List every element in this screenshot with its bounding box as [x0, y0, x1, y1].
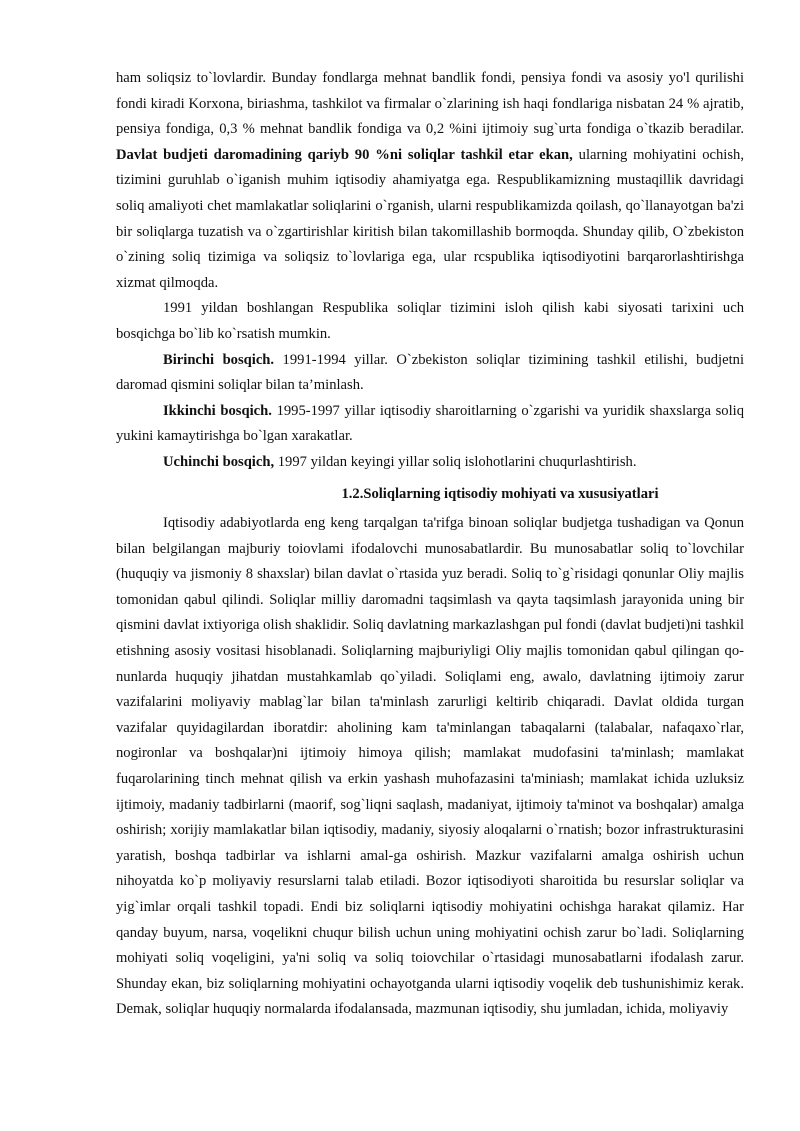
paragraph-reform-stages: 1991 yildan boshlangan Respublika soliqlar tizimini isloh qilish kabi siyosati tarixini uch bosqichga bo`lib ko`rsatish mumkin. — [116, 300, 744, 342]
stage-1-text: 1991-1994 yillar. O`zbekiston soliqlar tizimining tashkil etilishi, budjetni daromad qismini soliqlar bilan ta’minlash. — [116, 351, 744, 394]
paragraph-funds — [116, 66, 744, 296]
stage-3-text: 1997 yildan keyingi yillar soliq islohotlarini chuqurlashtirish. — [274, 453, 637, 470]
paragraph-stage-3 — [116, 450, 744, 476]
paragraph-funds-bold: Davlat budjeti daromadining qariyb 90 %ni soliqlar tashkil etar ekan, — [116, 146, 573, 163]
section-heading: 1.2.Soliqlarning iqtisodiy mohiyati va xususiyatlari — [341, 485, 659, 502]
paragraph-funds-start: ham soliqsiz to`lovlardir. Bunday fondlarga mehnat bandlik fondi, pensiya fondi va asosiy yo'l qurilishi fondi kiradi Korxona, biriashma, tashkilot va firmalar o`zlarining ish haqi fondlariga nisbatan 24 % ajratib, pensiya fondiga, 0,3 % mehnat bandlik fondiga va 0,2 %ini ijtimoiy sug`urta fondiga o`tkazib beradilar. — [116, 70, 744, 138]
paragraph-stage-1 — [116, 348, 744, 399]
stage-1-label: Birinchi bosqich. — [163, 351, 275, 368]
paragraph-stage-2 — [116, 399, 744, 450]
stage-3-label: Uchinchi bosqich, — [163, 453, 275, 470]
stage-2-text: 1995-1997 yillar iqtisodiy sharoitlarning o`zgarishi va yuridik shaxslarga soliq yukini kamaytirishga bo`lgan xarakatlar. — [116, 402, 745, 445]
paragraph-funds-end: ularning mohiyatini ochish, tizimini guruhlab o`iganish muhim iqtisodiy ahamiyatga ega. Respublikamizning mustaqillik davridagi soliq amaliyoti chet mamlakatlar soliqlarini o`rganish, ularni respublikamizda qoilash, qo`llanayotgan ba'zi bir soliqlarga tuzatish va o`zgartirishlar kiritish bilan takomillashib bormoqda. Shunday qilib, O`zbekiston o`zining soliq tizimiga va soliqsiz to`lovlariga ega, ular rcspublika iqtisodiyotini barqarorlashtirishga xizmat qilmoqda. — [116, 146, 744, 291]
stage-2-label: Ikkinchi bosqich. — [163, 402, 272, 419]
paragraph-tax-essence: Iqtisodiy adabiyotlarda eng keng tarqalgan ta'rifga binoan soliqlar budjetga tushadigan va Qonun bilan belgilangan majburiy toiovlami ifodalovchi munosabatlardir. Bu munosabatlar soliq to`lovchilar (huquqiy va jismoniy 8 shaxslar) bilan davlat o`rtasida yuz beradi. Soliq to`g`risidagi qonunlar Oliy majlis tomonidan qabul qilindi. Soliqlar milliy daromadni taqsimlash va qayta taqsimlash jarayonida uning bir qismini davlat ixtiyoriga olish shaklidir. Soliq davlatning markazlashgan pul fondi (davlat budjeti)ni tashkil etishning asosiy vositasi hisoblanadi. Soliqlarning majburiyligi Oliy majlis tomonidan qabul qilingan qo-nunlarda huquqiy jihatdan mustahkamlab qo`yiladi. Soliqlami eng, awalo, davlatning ijtimoiy zarur vazifalarini moliyaviy mablag`lar bilan ta'minlash zarurligi keltirib chiqaradi. Davlat oldida turgan vazifalar quyidagilardan iboratdir: aholining kam ta'minlangan tabaqalarni (talabalar, nafaqaxo`rlar, nogironlar va boshqalar)ni ijtimoiy himoya qilish; mamlakat mudofasini ta'minlash; mamlakat fuqarolarining tinch mehnat qilish va erkin yashash muhofazasini ta'miniash; mamlakat ichida uzluksiz ijtimoiy, madaniy tadbirlarni (maorif, sog`liqni saqlash, madaniyat, ijtimoiy ta'minot va boshqalar) amalga oshirish; xorijiy mamlakatlar bilan iqtisodiy, madaniy, siyosiy aloqalarni o`rnatish; bozor infrastrukturasini yaratish, boshqa tadbirlar va ishlarni amal-ga oshirish. Mazkur vazifalarni amalga oshirish uchun nihoyatda ko`p moliyaviy resurslarni talab etiladi. Bozor iqtisodiyoti sharoitida bu resurslar soliqlar va yig`imlar orqali tashkil topadi. Endi biz soliqlarni iqtisodiy mohiyatini ochishga harakat qilamiz. Har qanday buyum, narsa, voqelikni chuqur bilish uchun uning mohiyatini ochish zarur bo`ladi. Soliqlarning mohiyati soliq voqeligini, ya'ni soliq va soliq toiovchilar o`rtasidagi munosabatlarni ifodalash zarur. Shunday ekan, biz soliqlarning mohiyatini ochayotganda ularni iqtisodiy voqelik deb tushunishimiz kerak. Demak, soliqlar huquqiy normalarda ifodalansada, mazmunan iqtisodiy, shu jumladan, ichida, moliyaviy — [116, 515, 744, 1018]
